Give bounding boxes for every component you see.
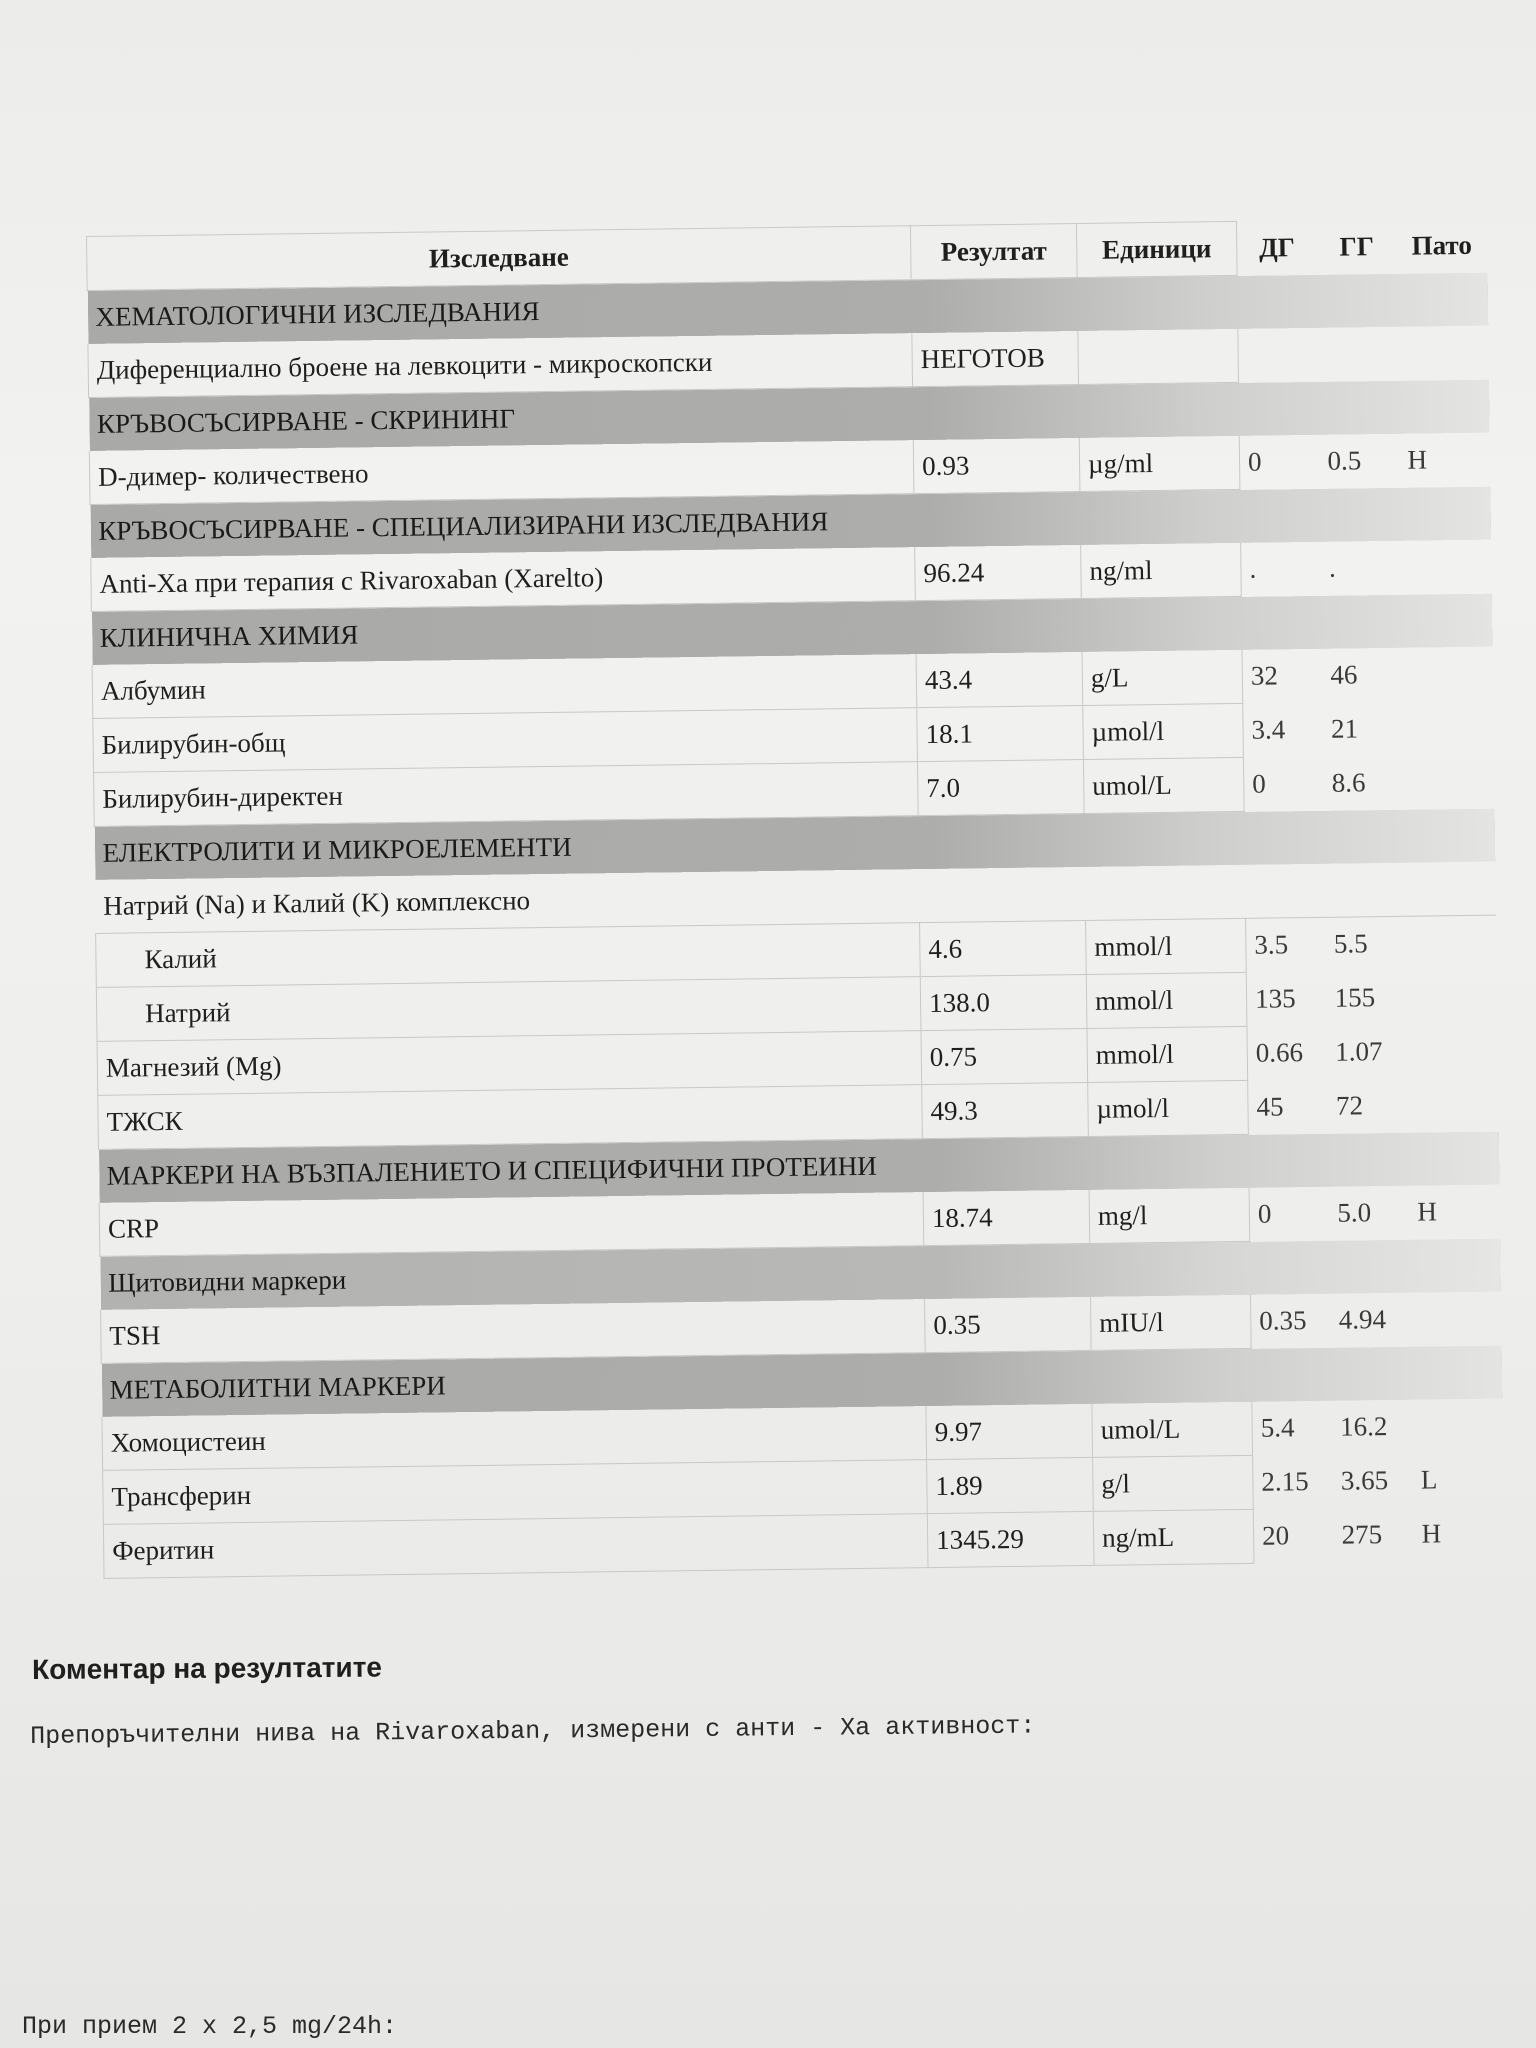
test-pato [1398,326,1489,381]
test-result: 0.93 [913,438,1080,494]
test-units [1078,329,1239,385]
test-gg: . [1328,552,1336,584]
test-pato: H [1417,1196,1438,1227]
test-pato [1408,1077,1499,1132]
test-name: CRP [99,1192,924,1256]
test-name: Билирубин-директен [94,762,919,827]
section-coag-screening: КРЪВОСЪСИРВАНЕ - СКРИНИНГ [89,379,1490,451]
header-test: Изследване [87,226,912,291]
section-inflammation: МАРКЕРИ НА ВЪЗПАЛЕНИЕТО И СПЕЦИФИЧНИ ПРОТЕИНИ [98,1131,1499,1203]
test-gg: 5.5 [1333,928,1368,959]
test-units: mmol/l [1087,1026,1248,1082]
test-name: Албумин [92,654,917,718]
test-units: µg/ml [1079,436,1240,492]
test-units: umol/L [1083,757,1244,813]
test-units: µmol/l [1088,1080,1249,1136]
group-na-k: Натрий (Na) и Калий (K) комплексно [95,862,1496,934]
test-dg: 2.15 [1261,1466,1309,1497]
test-result: 96.24 [915,545,1082,601]
test-name: Хомоцистеин [102,1406,927,1470]
test-units: mmol/l [1086,972,1247,1028]
test-gg: 21 [1330,713,1359,744]
test-dg: 0 [1247,446,1262,478]
test-pato [1402,647,1493,702]
test-pato: H [1421,1518,1442,1549]
header-result: Резултат [910,224,1077,280]
section-hematology: ХЕМАТОЛОГИЧНИ ИЗСЛЕДВАНИЯ [87,272,1488,344]
test-name: TSH [101,1299,926,1363]
test-gg: 8.6 [1331,767,1366,798]
test-pato [1406,969,1497,1024]
test-dg: 3.4 [1251,714,1286,745]
test-result: 0.75 [921,1028,1088,1084]
test-units: ng/mL [1093,1509,1254,1565]
test-dg: 135 [1254,983,1296,1014]
comment-text: Препоръчителни нива на Rivaroxaban, измерени с анти - Ха активност: [30,1711,1036,1751]
test-name: Трансферин [103,1460,928,1525]
test-dg: 0.35 [1259,1305,1307,1336]
section-thyroid: Щитовидни маркери [100,1238,1501,1310]
test-pato [1407,1023,1498,1078]
test-dg: . [1249,553,1257,585]
header-dg: ДГ [1258,232,1296,263]
test-gg: 5.0 [1337,1197,1372,1228]
test-gg [1318,327,1399,382]
test-gg: 275 [1341,1519,1383,1550]
test-name: Билирубин-общ [93,708,918,773]
test-pato [1403,700,1494,755]
test-name: D-димер- количествено [89,440,914,504]
header-gg: ГГ [1339,231,1375,262]
test-result: НЕГОТОВ [912,331,1079,387]
test-gg: 0.5 [1327,445,1362,477]
test-result: 9.97 [926,1404,1093,1460]
test-gg: 4.94 [1338,1304,1387,1335]
test-result: 18.1 [917,705,1084,761]
test-units: ng/ml [1081,543,1242,599]
section-clinical-chem: КЛИНИЧНА ХИМИЯ [91,593,1492,665]
dosage-text: При прием 2 x 2,5 mg/24h: [22,2012,398,2041]
test-units: umol/L [1092,1402,1253,1458]
test-dg: 0 [1252,768,1266,799]
test-result: 18.74 [923,1190,1090,1246]
test-dg: 45 [1256,1091,1284,1122]
test-pato [1403,754,1494,809]
test-name: ТЖСК [98,1085,923,1150]
test-result: 1345.29 [927,1511,1094,1567]
test-result: 4.6 [920,920,1087,976]
test-pato: H [1407,444,1428,475]
test-units: µmol/l [1083,703,1244,759]
test-result: 0.35 [924,1297,1091,1353]
test-gg: 72 [1335,1090,1364,1121]
test-pato: L [1420,1464,1438,1495]
test-name: Калий [96,923,921,988]
test-units: mIU/l [1090,1295,1251,1351]
test-name: Магнезий (Mg) [97,1031,922,1096]
test-units: mmol/l [1086,918,1247,974]
test-result: 138.0 [920,974,1087,1030]
section-electrolytes: ЕЛЕКТРОЛИТИ И МИКРОЕЛЕМЕНТИ [94,808,1495,880]
test-gg: 46 [1330,659,1358,690]
test-dg [1238,328,1319,383]
test-result: 1.89 [927,1457,1094,1513]
test-dg: 32 [1250,660,1279,692]
section-coag-special: КРЪВОСЪСИРВАНЕ - СПЕЦИАЛИЗИРАНИ ИЗСЛЕДВАНИЯ [90,486,1491,558]
header-units: Единици [1076,221,1237,277]
test-name: Диференциално броене на левкоцити - микроскопски [88,333,913,397]
test-units: g/l [1093,1455,1254,1511]
test-gg: 16.2 [1340,1411,1388,1442]
test-result: 43.4 [916,652,1083,708]
test-pato [1412,1399,1503,1454]
test-dg: 0.66 [1255,1037,1304,1068]
test-name: Натрий [96,977,921,1042]
test-dg: 0 [1257,1198,1272,1229]
lab-results-table [86,218,1504,1579]
test-gg: 1.07 [1335,1036,1383,1067]
test-name: Феритин [103,1514,928,1579]
test-gg: 155 [1334,982,1376,1013]
test-pato [1406,915,1497,970]
test-name: Anti-Xa при терапия с Rivaroxaban (Xarelto) [91,547,916,611]
test-dg: 20 [1261,1520,1290,1551]
test-dg: 3.5 [1254,929,1289,961]
test-result: 49.3 [922,1082,1089,1138]
test-units: g/L [1082,650,1243,706]
section-metabolic: МЕТАБОЛИТНИ МАРКЕРИ [101,1345,1502,1417]
test-units: mg/l [1089,1188,1250,1244]
test-pato [1410,1292,1501,1347]
test-pato [1401,540,1492,595]
test-dg: 5.4 [1260,1412,1295,1443]
test-result: 7.0 [917,759,1084,815]
comment-title: Коментар на резултатите [32,1651,383,1685]
test-gg: 3.65 [1340,1465,1389,1496]
header-pato: Пато [1411,229,1473,261]
